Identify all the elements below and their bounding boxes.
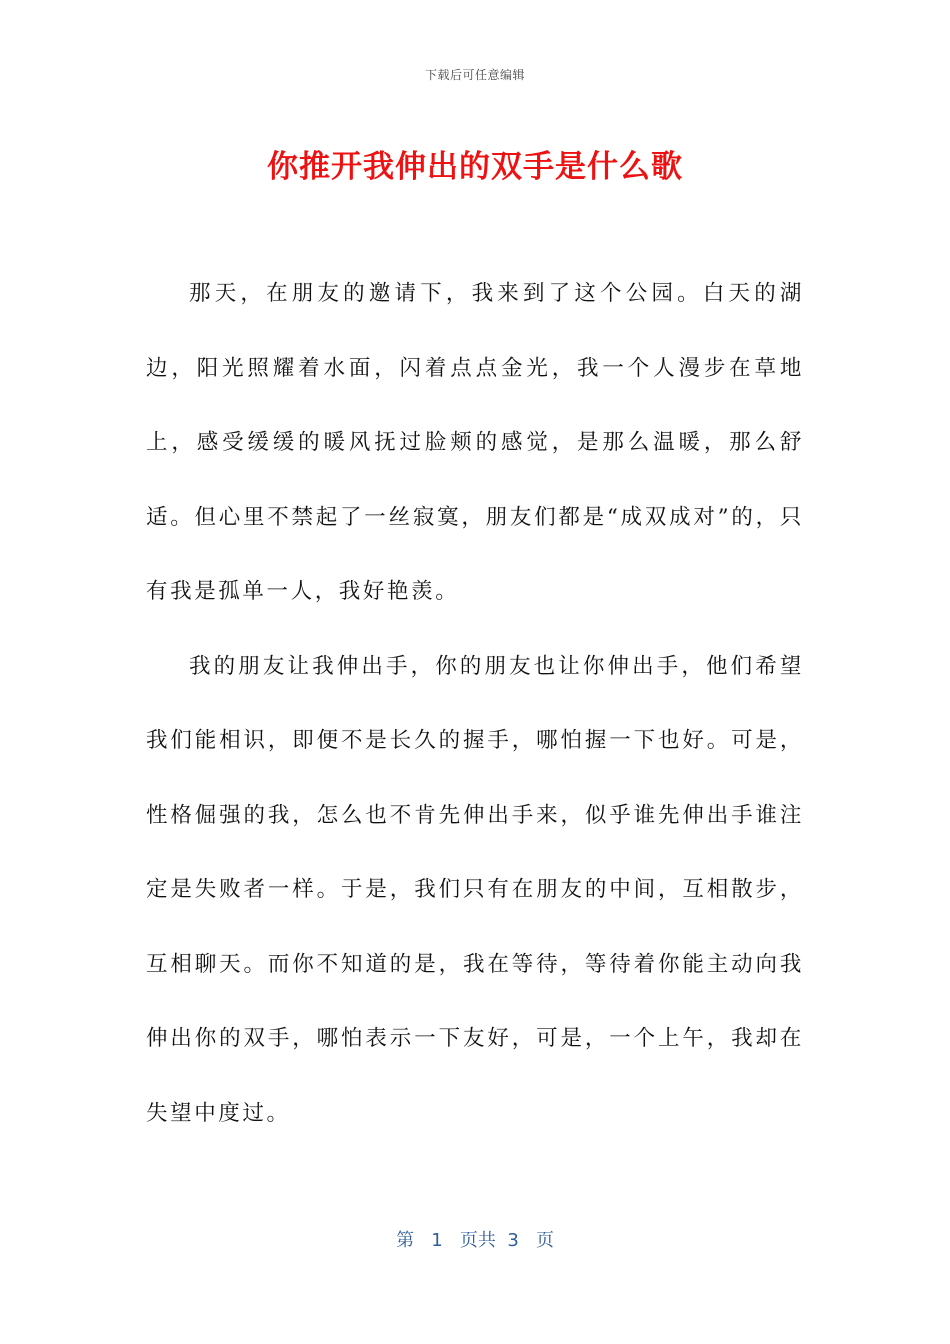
- footer-suffix: 页: [535, 1230, 554, 1251]
- paragraph-1: 那天，在朋友的邀请下，我来到了这个公园。白天的湖边，阳光照耀着水面，闪着点点金光，我一个人漫步在草地上，感受缓缓的暖风抚过脸颊的感觉，是那么温暖，那么舒适。但心里不禁起了一丝寂寞，朋友们都是“成双成对”的，只有我是孤单一人，我好艳羡。: [146, 281, 804, 604]
- header-note: 下载后可任意编辑: [424, 68, 525, 82]
- document-body: [146, 257, 804, 1151]
- footer-prefix: 第: [396, 1230, 415, 1251]
- footer-current-page: 1: [431, 1230, 443, 1251]
- document-title: 你推开我伸出的双手是什么歌: [267, 149, 683, 185]
- page-footer: [0, 1226, 950, 1252]
- footer-total-pages: 3: [507, 1230, 519, 1251]
- footer-middle: 页共: [459, 1230, 496, 1251]
- paragraph-2: 我的朋友让我伸出手，你的朋友也让你伸出手，他们希望我们能相识，即便不是长久的握手，哪怕握一下也好。可是，性格倔强的我，怎么也不肯先伸出手来，似乎谁先伸出手谁注定是失败者一样。于是，我们只有在朋友的中间，互相散步，互相聊天。而你不知道的是，我在等待，等待着你能主动向我伸出你的双手，哪怕表示一下友好，可是，一个上午，我却在失望中度过。: [146, 653, 804, 1126]
